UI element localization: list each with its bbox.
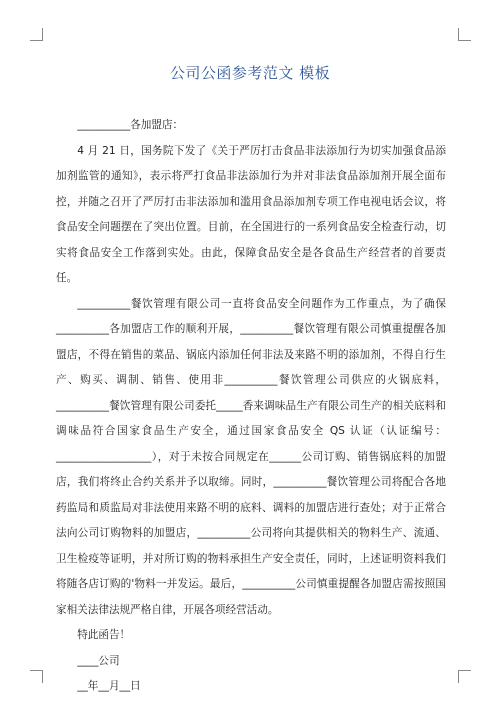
paragraph-closing: 特此函告！ xyxy=(77,629,131,641)
document-body xyxy=(56,113,446,700)
salutation: __________各加盟店： xyxy=(77,119,184,131)
paragraph-notice: 4 月 21 日，国务院下发了《关于严厉打击食品非法添加行为切实加强食品添加剂监管的通知》，表示将严打食品非法添加行为并对非法食品添加剂开展全面布控，并随之召开了严厉打击非法添加和滥用食品添加剂专项工作电视电话会议，将食品安全问题摆在了突出位置。目前，在全国进行的一系列食品安全检查行动，切实将食品安全工作落到实处。由此，保障食品安全是各食品生产经营者的首要责任。 xyxy=(56,144,446,284)
crop-mark-top-right xyxy=(458,28,471,41)
document-title: 公司公函参考范文 模板 xyxy=(169,64,331,82)
signature-company: ____公司 xyxy=(77,654,120,667)
crop-mark-top-left xyxy=(30,28,43,41)
crop-mark-bottom-left xyxy=(30,670,43,683)
signature-date: __年__月__日 xyxy=(77,680,141,692)
paragraph-company-statement: __________餐饮管理有限公司一直将食品安全问题作为工作重点，为了确保__________各加盟店工作的顺利开展，__________餐饮管理有限公司慎重提醒各加盟店，不得在销售的菜品、锅底内添加任何非法及来路不明的添加剂，不得自行生产、购买、调制、销售、使用非__________餐饮管理公司供应的火锅底料，__________餐饮管理有限公司委托_____香来调味品生产有限公司生产的相关底料和调味品符合国家食品生产安全，通过国家食品安全 QS 认证（认证编号：__________________），对于未按合同规定在______公司订购、销售锅底料的加盟店，我们将终止合约关系并予以取缔。同时，__________餐饮管理公司将配合各地药监局和质监局对非法使用来路不明的底料、调料的加盟店进行查处；对于正常合法向公司订购物料的加盟店，__________公司将向其提供相关的物料生产、流通、卫生检疫等证明，并对所订购的物料承担生产安全责任，同时，上述证明资料我们将随各店订购的'物料一并发运。最后，__________公司慎重提醒各加盟店需按照国家相关法律法规严格自律，开展各项经营活动。 xyxy=(56,297,446,616)
crop-mark-bottom-right xyxy=(458,670,471,683)
